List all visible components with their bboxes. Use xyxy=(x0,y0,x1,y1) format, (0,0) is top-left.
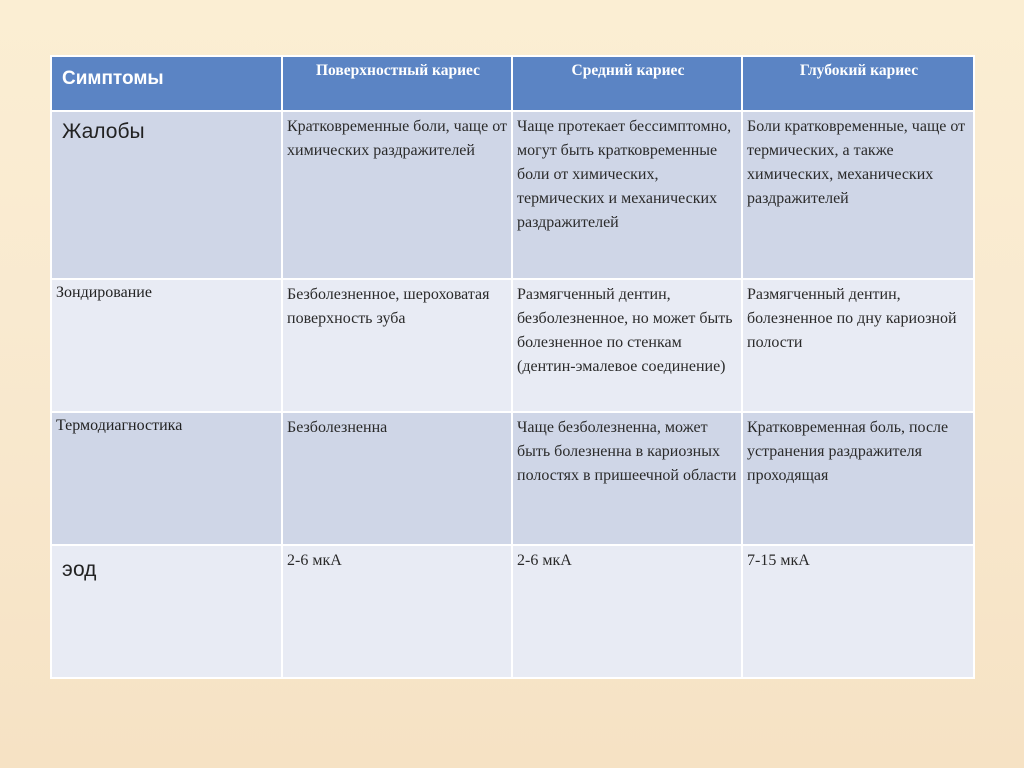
cell-thermo-superficial: Безболезненна xyxy=(287,419,388,436)
cell-thermo-deep: Кратковременная боль, после устранения раздражителя проходящая xyxy=(747,419,949,484)
table-cell xyxy=(742,111,974,279)
row-label-cell xyxy=(51,545,282,678)
table-cell xyxy=(512,412,742,545)
header-deep-label: Глубокий кариес xyxy=(799,62,919,79)
row-label-cell xyxy=(51,111,282,279)
header-superficial-label: Поверхностный кариес xyxy=(316,62,480,79)
cell-thermo-medium: Чаще безболезненна, может быть болезненна в кариозных полостях в пришеечной области xyxy=(517,419,737,484)
header-medium-label: Средний кариес xyxy=(571,62,685,79)
row-label-complaints: Жалобы xyxy=(62,120,145,143)
table-cell xyxy=(512,111,742,279)
header-superficial xyxy=(282,56,512,111)
header-deep xyxy=(742,56,974,111)
cell-probing-medium: Размягченный дентин, безболезненное, но может быть болезненное по стенкам (дентин-эмалевое соединение) xyxy=(517,286,733,375)
table-cell xyxy=(282,111,512,279)
table-row-thermo xyxy=(51,412,974,545)
table-cell xyxy=(742,279,974,412)
table-cell xyxy=(742,412,974,545)
table-cell xyxy=(512,545,742,678)
cell-complaints-deep: Боли кратковременные, чаще от термических, а также химических, механических раздражителей xyxy=(747,118,966,207)
header-row xyxy=(51,56,974,111)
table-cell xyxy=(282,279,512,412)
cell-eod-deep: 7-15 мкА xyxy=(747,552,810,569)
cell-complaints-medium: Чаще протекает бессимптомно, могут быть кратковременные боли от химических, термических и механических раздражителей xyxy=(517,118,732,231)
row-label-cell xyxy=(51,279,282,412)
cell-complaints-superficial: Кратковременные боли, чаще от химических раздражителей xyxy=(287,118,507,159)
table-row-eod xyxy=(51,545,974,678)
row-label-thermo: Термодиагностика xyxy=(56,417,183,434)
cell-probing-deep: Размягченный дентин, болезненное по дну кариозной полости xyxy=(747,286,957,351)
row-label-eod: эод xyxy=(62,558,97,581)
cell-eod-medium: 2-6 мкА xyxy=(517,552,572,569)
row-label-probing: Зондирование xyxy=(56,284,152,301)
table-row-complaints xyxy=(51,111,974,279)
header-medium xyxy=(512,56,742,111)
table-row-probing xyxy=(51,279,974,412)
cell-probing-superficial: Безболезненное, шероховатая поверхность зуба xyxy=(287,286,490,327)
caries-table xyxy=(50,55,975,679)
table-cell xyxy=(282,545,512,678)
row-label-cell xyxy=(51,412,282,545)
cell-eod-superficial: 2-6 мкА xyxy=(287,552,342,569)
table-cell xyxy=(282,412,512,545)
table-cell xyxy=(512,279,742,412)
header-symptoms-label: Симптомы xyxy=(62,68,164,89)
header-symptoms xyxy=(51,56,282,111)
table-cell xyxy=(742,545,974,678)
